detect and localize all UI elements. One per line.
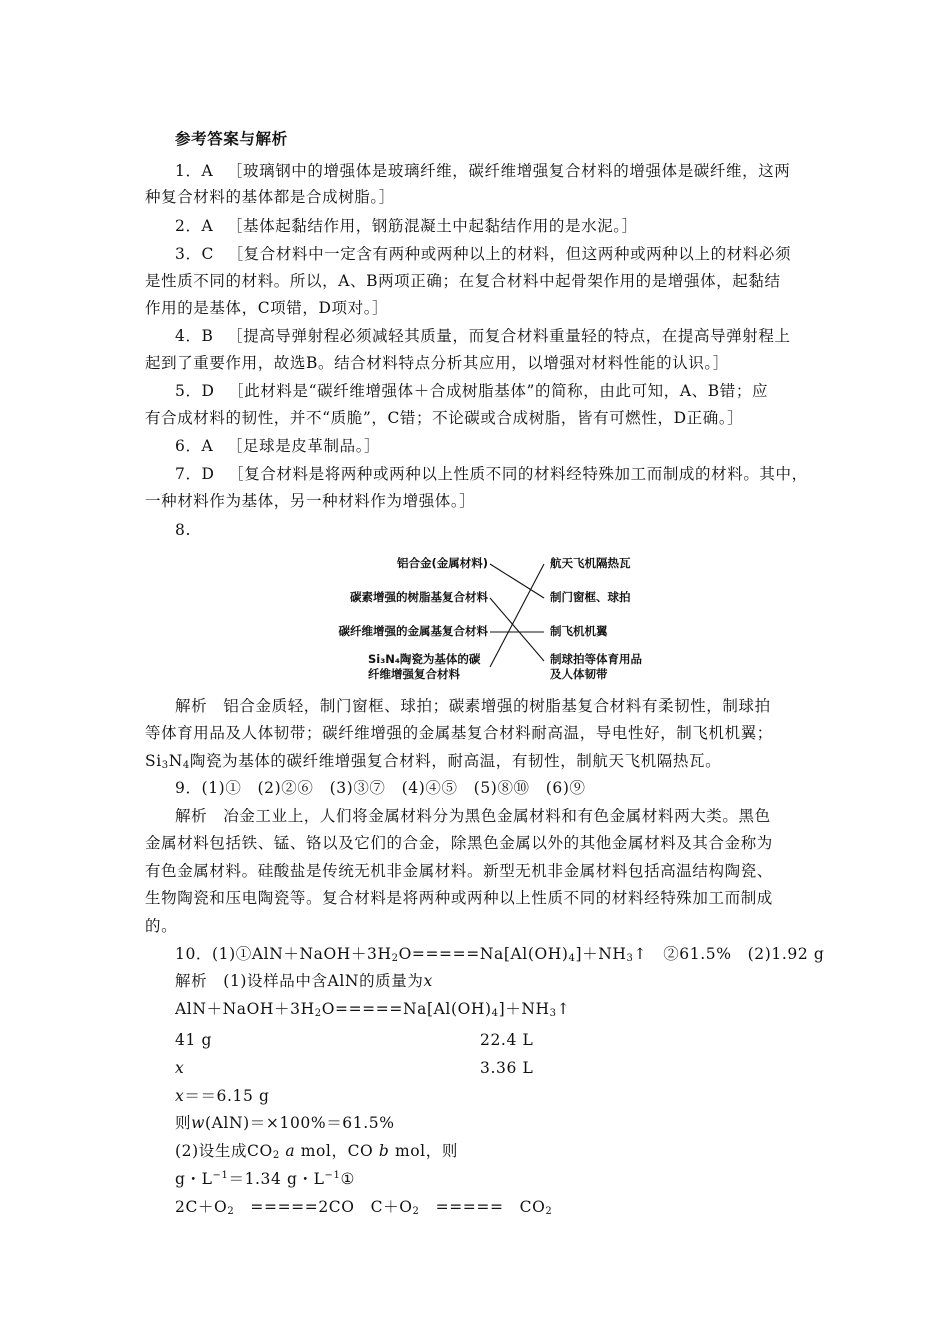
- calc-text: ＝＝6.15 g: [184, 1087, 270, 1105]
- ratio-left-1: 41 g: [175, 1031, 212, 1049]
- answer-text: ［基体起黏结作用，钢筋混凝土中起黏结作用的是水泥。］: [226, 217, 638, 235]
- answer-9-explanation-4: 生物陶瓷和压电陶瓷等。复合材料是将两种或两种以上性质不同的材料经特殊加工而制成: [145, 889, 773, 907]
- answer-number: 6．A: [175, 437, 214, 455]
- subscript: 2: [314, 1008, 322, 1019]
- diagram-left-item-4b: 纤维增强复合材料: [368, 667, 460, 681]
- diagram-right-item-4a: 制球拍等体育用品: [550, 652, 642, 666]
- subscript: 2: [272, 1150, 280, 1161]
- subscript: 3: [161, 760, 169, 771]
- answer-text: ［玻璃钢中的增强体是玻璃纤维，碳纤维增强复合材料的增强体是碳纤维，这两: [226, 162, 791, 180]
- answer-number: 3．C: [175, 245, 215, 263]
- answer-text: ［提高导弹射程必须减轻其质量，而复合材料重量轻的特点，在提高导弹射程上: [227, 327, 791, 345]
- answer-5-line-1: [175, 381, 768, 401]
- diagram-left-item-3: 碳纤维增强的金属基复合材料: [338, 624, 488, 638]
- answer-8-number: 8.: [175, 521, 191, 539]
- calc-text: mol，则: [389, 1142, 458, 1160]
- equation-text: =====2CO C＋O: [234, 1198, 413, 1216]
- answer-9-explanation-5: 的。: [145, 917, 178, 935]
- calc-w: [175, 1113, 395, 1133]
- answer-2-line-1: [175, 216, 638, 236]
- calc-x: [175, 1086, 270, 1106]
- subscript: 4: [182, 760, 190, 771]
- diagram-right-item-2: 制门窗框、球拍: [550, 590, 631, 604]
- subscript: 4: [568, 953, 576, 964]
- calc-text: ＝1.34 g・L: [228, 1170, 325, 1188]
- answer-3-line-3: 作用的是基体，C项错，D项对。］: [145, 299, 389, 317]
- calc-text: (AlN)＝×100%＝61.5%: [204, 1114, 395, 1132]
- answer-text: ↑ ②61.5% (2)1.92 g: [633, 945, 825, 963]
- explanation-text: 解析 (1)设样品中含AlN的质量为: [175, 972, 424, 990]
- answer-text: ［复合材料是将两种或两种以上性质不同的材料经特殊加工而制成的材料。其中，: [228, 465, 808, 483]
- answer-9-explanation-3: 有色金属材料。硅酸盐是传统无机非金属材料。新型无机非金属材料包括高温结构陶瓷、: [145, 862, 773, 880]
- superscript: −1: [212, 1170, 229, 1181]
- answer-7-line-1: [175, 464, 808, 484]
- matching-diagram: [318, 550, 678, 688]
- answer-text: 10．(1)①AlN＋NaOH＋3H: [175, 945, 392, 963]
- variable: a: [285, 1142, 296, 1160]
- subscript: 2: [545, 1206, 553, 1217]
- answer-1-line-1: [175, 161, 790, 181]
- formula-text: N: [168, 752, 183, 770]
- equation-text: 2C＋O: [175, 1198, 228, 1216]
- subscript: 3: [626, 953, 634, 964]
- answer-9-line: 9．(1)① (2)②⑥ (3)③⑦ (4)④⑤ (5)⑧⑩ (6)⑨: [175, 779, 586, 797]
- variable: x: [175, 1087, 185, 1105]
- ratio-left-2: [175, 1058, 184, 1078]
- answer-4-line-2: 起到了重要作用，故选B。结合材料特点分析其应用，以增强对材料性能的认识。］: [145, 354, 729, 372]
- explanation-text: 陶瓷为基体的碳纤维增强复合材料，耐高温，有韧性，制航天飞机隔热瓦。: [189, 752, 722, 770]
- answer-number: 2．A: [175, 217, 214, 235]
- answer-6-line-1: [175, 436, 380, 456]
- calc-text: mol，CO: [295, 1142, 379, 1160]
- subscript: 3: [549, 1008, 557, 1019]
- diagram-right-item-4b: 及人体韧带: [550, 667, 608, 681]
- answer-3-line-2: 是性质不同的材料。所以，A、B两项正确；在复合材料中起骨架作用的是增强体，起黏结: [145, 272, 781, 290]
- answer-text: ［复合材料中一定含有两种或两种以上的材料，但这两种或两种以上的材料必须: [227, 245, 792, 263]
- subscript: 2: [412, 1206, 420, 1217]
- variable: x: [175, 1059, 185, 1077]
- calc-text: ①: [340, 1170, 355, 1188]
- subscript: 2: [227, 1206, 235, 1217]
- ratio-right-1: 22.4 L: [480, 1031, 534, 1049]
- answer-8-explanation-1: 解析 铝合金质轻，制门窗框、球拍；碳素增强的树脂基复合材料有柔韧性，制球拍: [175, 697, 771, 715]
- answer-7-line-2: 一种材料作为基体，另一种材料作为增强体。］: [145, 492, 476, 510]
- answer-8-explanation-3: [145, 751, 721, 771]
- subscript: 2: [391, 953, 399, 964]
- variable: x: [423, 972, 433, 990]
- answer-text: ［足球是皮革制品。］: [226, 437, 381, 455]
- answer-3-line-1: [175, 244, 791, 264]
- answer-10-equation: [175, 999, 570, 1019]
- answer-number: 7．D: [175, 465, 215, 483]
- diagram-left-item-4a: Si₃N₄陶瓷为基体的碳: [368, 652, 481, 666]
- superscript: −1: [324, 1170, 341, 1181]
- variable: b: [378, 1142, 390, 1160]
- diagram-right-item-1: 航天飞机隔热瓦: [550, 556, 631, 570]
- equation-text: ]＋NH: [498, 1000, 550, 1018]
- calc-text: 则: [175, 1114, 192, 1132]
- answer-8-explanation-2: 等体育用品及人体韧带；碳纤维增强的金属基复合材料耐高温，导电性好，制飞机机翼；: [145, 724, 773, 742]
- answer-text: ]＋NH: [575, 945, 627, 963]
- answer-number: 4．B: [175, 327, 214, 345]
- diagram-left-item-2: 碳素增强的树脂基复合材料: [350, 590, 488, 604]
- equation-text: AlN＋NaOH＋3H: [175, 1000, 315, 1018]
- equation-text: ↑: [556, 1000, 571, 1018]
- variable: w: [191, 1114, 205, 1132]
- answer-5-line-2: 有合成材料的韧性，并不“质脆”，C错；不论碳或合成树脂，皆有可燃性，D正确。］: [145, 409, 744, 427]
- answer-text: ［此材料是“碳纤维增强体＋合成树脂基体”的简称，由此可知，A、B错；应: [228, 382, 769, 400]
- answer-number: 5．D: [175, 382, 215, 400]
- diagram-left-item-1: 铝合金(金属材料): [396, 556, 488, 570]
- ratio-right-2: 3.36 L: [480, 1059, 534, 1077]
- answer-1-line-2: 种复合材料的基体都是合成树脂。］: [145, 188, 395, 206]
- formula-text: Si: [145, 752, 162, 770]
- page-title: 参考答案与解析: [175, 130, 288, 148]
- answer-10-explanation-1: [175, 971, 433, 991]
- part-2-setup: [175, 1141, 458, 1161]
- equation-text: ===== CO: [419, 1198, 546, 1216]
- answer-4-line-1: [175, 326, 791, 346]
- answer-9-explanation-2: 金属材料包括铁、锰、铬以及它们的合金，除黑色金属以外的其他金属材料及其合金称为: [145, 834, 773, 852]
- equation-text: O=====Na[Al(OH): [321, 1000, 492, 1018]
- diagram-right-item-3: 制飞机机翼: [550, 624, 608, 638]
- calc-text: g・L: [175, 1170, 213, 1188]
- answer-10-line: [175, 944, 824, 964]
- connector-line: [490, 564, 544, 598]
- answer-text: O=====Na[Al(OH): [398, 945, 569, 963]
- answer-number: 1．A: [175, 162, 214, 180]
- combustion-reactions: [175, 1197, 552, 1217]
- subscript: 4: [491, 1008, 499, 1019]
- density-equation: [175, 1169, 355, 1189]
- answer-9-explanation-1: 解析 冶金工业上，人们将金属材料分为黑色金属材料和有色金属材料两大类。黑色: [175, 807, 771, 825]
- calc-text: (2)设生成CO: [175, 1142, 273, 1160]
